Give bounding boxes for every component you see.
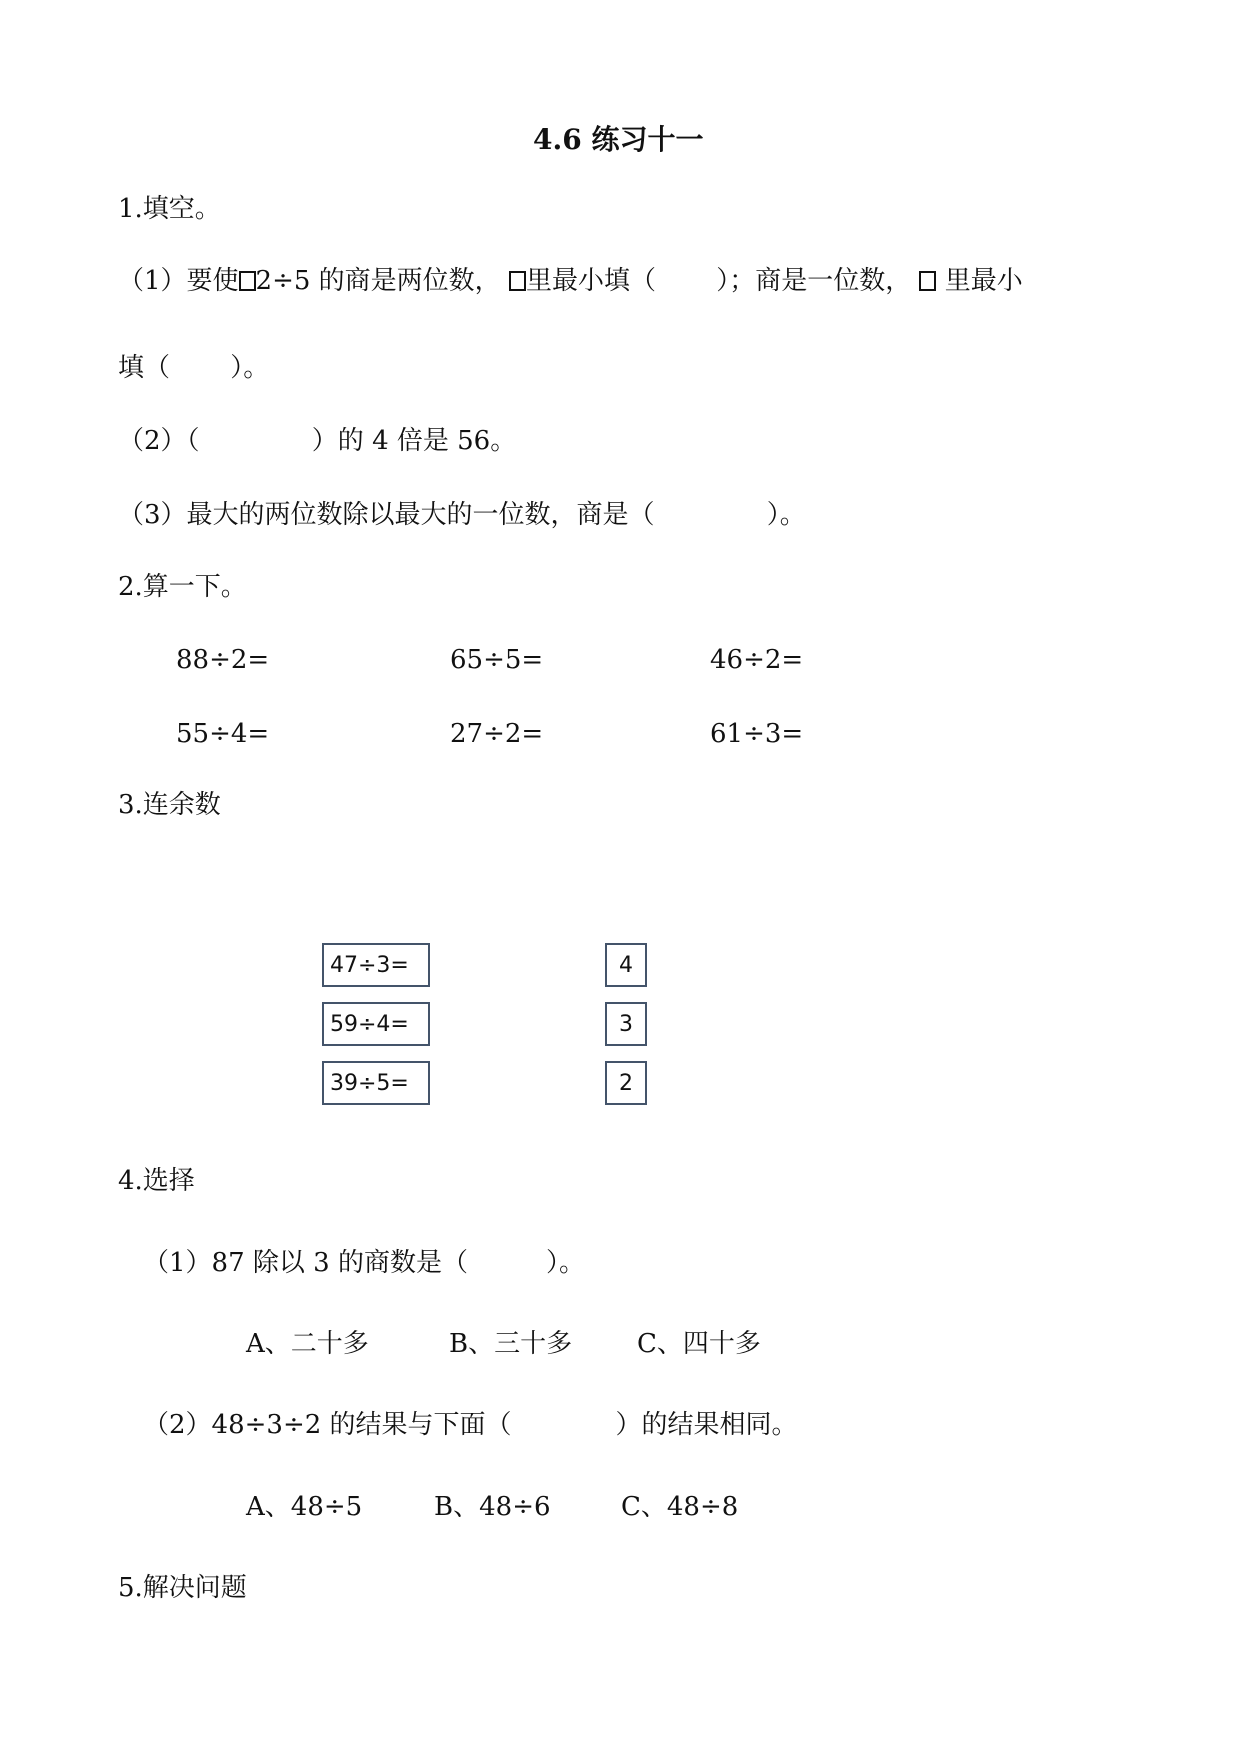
match-left-box[interactable]: 39÷5= <box>322 1061 430 1105</box>
q1-item3: （3）最大的两位数除以最大的一位数，商是（ ）。 <box>118 500 806 530</box>
match-left-box[interactable]: 47÷3= <box>322 943 430 987</box>
q4-item1-option: A、二十多 <box>246 1329 369 1359</box>
q2-problem: 27÷2= <box>450 719 544 749</box>
q2-problem: 46÷2= <box>710 645 804 675</box>
q1-item1-text-a: （1）要使 <box>118 266 239 296</box>
blank-square-icon <box>919 271 936 291</box>
q4-item2-stem: （2）48÷3÷2 的结果与下面（ ）的结果相同。 <box>143 1410 798 1440</box>
match-left-box[interactable]: 59÷4= <box>322 1002 430 1046</box>
match-right-box[interactable]: 3 <box>605 1002 647 1046</box>
q1-item1-text-d: 里最小 <box>944 266 1023 296</box>
match-right-box[interactable]: 4 <box>605 943 647 987</box>
q4-item1-stem: （1）87 除以 3 的商数是（ ）。 <box>143 1248 585 1278</box>
q1-item2: （2）（ ）的 4 倍是 56。 <box>118 426 517 456</box>
q2-problem: 55÷4= <box>176 719 270 749</box>
q2-heading: 2.算一下。 <box>118 572 247 602</box>
blank-square-icon <box>509 271 526 291</box>
blank-square-icon <box>239 271 256 291</box>
q4-item2-option: C、48÷8 <box>621 1492 739 1522</box>
q2-problem: 65÷5= <box>450 645 544 675</box>
q3-heading: 3.连余数 <box>118 790 221 820</box>
q4-item1-option: B、三十多 <box>449 1329 573 1359</box>
q4-item2-option: A、48÷5 <box>246 1492 363 1522</box>
q1-heading: 1.填空。 <box>118 194 221 224</box>
match-right-box[interactable]: 2 <box>605 1061 647 1105</box>
page-title: 4.6 练习十一 <box>533 123 704 156</box>
q2-problem: 88÷2= <box>176 645 270 675</box>
q1-item1-text-c: 里最小填（ ）；商是一位数， <box>525 266 912 296</box>
q1-item1-line2: 填（ ）。 <box>118 353 270 383</box>
q4-item2-option: B、48÷6 <box>434 1492 551 1522</box>
q1-item1-line1 <box>118 268 1023 294</box>
q4-heading: 4.选择 <box>118 1166 195 1196</box>
q1-item1-text-b: 2÷5 的商是两位数， <box>255 266 501 296</box>
q2-problem: 61÷3= <box>710 719 804 749</box>
q4-item1-option: C、四十多 <box>637 1329 761 1359</box>
q5-heading: 5.解决问题 <box>118 1573 247 1603</box>
